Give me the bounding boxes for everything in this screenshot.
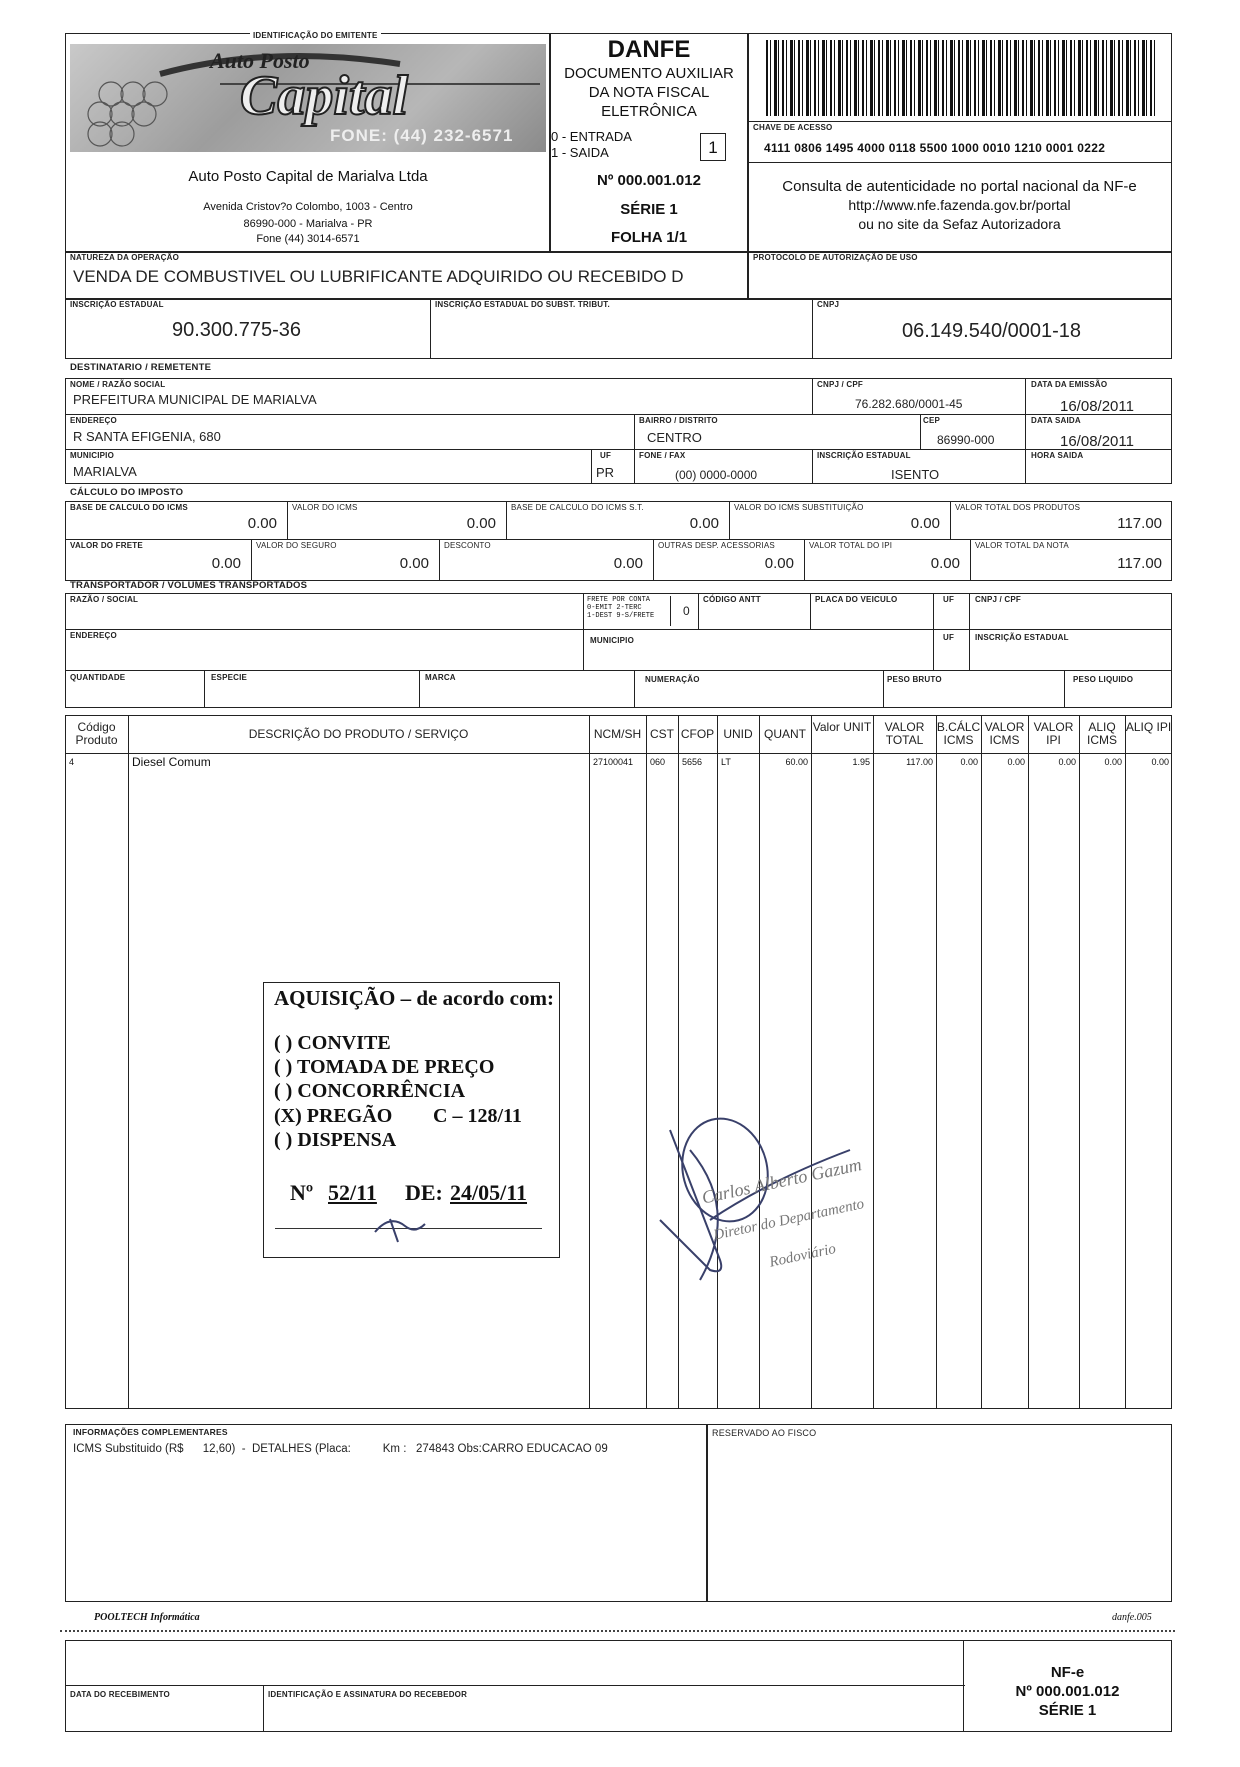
dest-nome-value: PREFEITURA MUNICIPAL DE MARIALVA xyxy=(73,392,317,407)
produtos-col-divider xyxy=(128,715,129,1409)
stamp-no-label: Nº xyxy=(290,1180,314,1205)
transp-placa-label: PLACA DO VEICULO xyxy=(815,595,898,604)
transp-antt-label: CÓDIGO ANTT xyxy=(703,595,761,604)
stamp-opt-pregao-ref: C – 128/11 xyxy=(433,1105,522,1127)
transp-numeracao-label: NUMERAÇÃO xyxy=(645,675,700,684)
stamp-de-label: DE: xyxy=(405,1180,443,1205)
dest-endereco-value: R SANTA EFIGENIA, 680 xyxy=(73,429,221,444)
dest-v-uf xyxy=(591,449,592,484)
company-logo xyxy=(70,44,546,152)
row2-label-2: VALOR DO SEGURO xyxy=(256,541,337,550)
cnpj-emit-value: 06.149.540/0001-18 xyxy=(902,320,1082,342)
reservado-label: RESERVADO AO FISCO xyxy=(712,1428,817,1438)
row1-divider xyxy=(729,501,730,539)
produtos-header-7: QUANT xyxy=(764,727,806,741)
cut-line xyxy=(60,1630,1175,1632)
row2-value-4: 0.00 xyxy=(764,555,794,572)
stamp-title: AQUISIÇÃO – de acordo com: xyxy=(274,986,554,1010)
dest-v-ie xyxy=(812,449,813,484)
dest-cnpj-value: 76.282.680/0001-45 xyxy=(855,397,963,411)
stamp-initial-icon xyxy=(370,1204,430,1244)
dest-v-cep xyxy=(920,414,921,449)
danfe-subtitle-2: DA NOTA FISCAL xyxy=(588,84,710,101)
produtos-col-divider xyxy=(589,715,590,1409)
produto-cell: 0.00 xyxy=(1058,757,1076,767)
produtos-header-8: Valor UNIT xyxy=(812,720,872,734)
transp-frete-line2: 0-EMIT 2-TERC xyxy=(587,604,642,612)
data-recebimento-label: DATA DO RECEBIMENTO xyxy=(70,1690,170,1699)
chave-consulta-3: ou no site da Sefaz Autorizadora xyxy=(858,216,1061,232)
danfe-subtitle-3: ELETRÔNICA xyxy=(601,103,697,120)
logo-phone: FONE: (44) 232-6571 xyxy=(330,126,514,145)
chave-label: CHAVE DE ACESSO xyxy=(753,123,833,132)
chave-divider xyxy=(747,121,1172,122)
transp-v-placa xyxy=(810,593,811,629)
danfe-subtitle-1: DOCUMENTO AUXILIAR xyxy=(564,65,734,82)
produto-cell: 4 xyxy=(69,757,75,767)
produtos-col-divider xyxy=(936,715,937,1409)
dest-row-line-1 xyxy=(65,414,1172,415)
cnpj-emit-label: CNPJ xyxy=(817,300,840,309)
dest-saida-value: 16/08/2011 xyxy=(1060,433,1134,450)
produto-cell: 1.95 xyxy=(852,757,870,767)
danfe-folha: FOLHA 1/1 xyxy=(610,229,688,246)
dest-municipio-label: MUNICIPIO xyxy=(70,451,115,460)
row1-label-4: VALOR DO ICMS SUBSTITUIÇÃO xyxy=(734,503,864,512)
nfe-serie: SÉRIE 1 xyxy=(1038,1702,1097,1719)
produtos-col-divider xyxy=(811,715,812,1409)
reservado-box xyxy=(706,1424,1172,1602)
row2-label-4: OUTRAS DESP. ACESSORIAS xyxy=(658,541,775,550)
ie-value: 90.300.775-36 xyxy=(172,319,302,341)
recebimento-line xyxy=(65,1685,965,1686)
signature-stamp-line3: Rodoviário xyxy=(768,1240,838,1271)
produtos-header-11: VALOR ICMS xyxy=(984,720,1025,747)
produto-descricao: Diesel Comum xyxy=(132,755,211,769)
produtos-header-9: VALOR TOTAL xyxy=(884,720,925,747)
logo-line2: Capital xyxy=(240,65,409,127)
transp-cnpj-label: CNPJ / CPF xyxy=(975,595,1022,604)
dest-row-line-2 xyxy=(65,449,1172,450)
transp-municipio-label: MUNICIPIO xyxy=(590,636,635,645)
produtos-header-5: CFOP xyxy=(680,727,715,741)
row2-divider xyxy=(804,539,805,581)
dest-saida-label: DATA SAIDA xyxy=(1031,416,1081,425)
dest-hora-label: HORA SAIDA xyxy=(1031,451,1084,460)
ie-st-label: INSCRIÇÃO ESTADUAL DO SUBST. TRIBUT. xyxy=(435,300,610,309)
signature-stamp-line2: Diretor do Departamento xyxy=(712,1196,866,1244)
row1-value-3: 0.00 xyxy=(689,515,719,532)
pooltech-label: POOLTECH Informática xyxy=(94,1612,200,1623)
row1-label-5: VALOR TOTAL DOS PRODUTOS xyxy=(955,503,1081,512)
produtos-col-divider xyxy=(981,715,982,1409)
produto-cell: 0.00 xyxy=(960,757,978,767)
transp-line-1 xyxy=(65,629,1172,630)
transp-peso-liquido-label: PESO LIQUIDO xyxy=(1073,675,1134,684)
produto-cell: 117.00 xyxy=(906,757,933,767)
produtos-col-divider xyxy=(1079,715,1080,1409)
dest-municipio-value: MARIALVA xyxy=(73,464,137,479)
transp-v-especie xyxy=(204,670,205,708)
dest-uf-value: PR xyxy=(596,465,615,480)
signature-stamp-line1: Carlos Alberto Gazum xyxy=(700,1154,864,1208)
chave-divider-2 xyxy=(747,162,1172,163)
transp-uf-label: UF xyxy=(943,595,955,604)
dest-nome-label: NOME / RAZÃO SOCIAL xyxy=(70,380,166,389)
produto-cell: 5656 xyxy=(682,757,703,767)
row2-label-3: DESCONTO xyxy=(444,541,491,550)
imposto-section-label: CÁLCULO DO IMPOSTO xyxy=(70,487,184,498)
dest-emissao-value: 16/08/2011 xyxy=(1060,398,1134,415)
produtos-col-divider xyxy=(873,715,874,1409)
transp-endereco-label: ENDEREÇO xyxy=(70,631,117,640)
transp-section-label: TRANSPORTADOR / VOLUMES TRANSPORTADOS xyxy=(70,580,308,591)
logo-line1: Auto Posto xyxy=(210,48,310,73)
chave-value: 4111 0806 1495 4000 0118 5500 1000 0010 1210 0001 0222 xyxy=(764,141,1106,155)
produtos-header-4: CST xyxy=(650,727,674,741)
danfe-entrada: 0 - ENTRADA xyxy=(551,129,632,144)
danfe-title: DANFE xyxy=(607,36,691,63)
transp-uf2-label: UF xyxy=(943,633,955,642)
row1-label-3: BASE DE CALCULO DO ICMS S.T. xyxy=(511,503,644,512)
stamp-opt-dispensa: ( ) DISPENSA xyxy=(274,1129,397,1151)
stamp-de-value: 24/05/11 xyxy=(450,1180,528,1205)
row2-value-2: 0.00 xyxy=(399,555,429,572)
dest-fone-value: (00) 0000-0000 xyxy=(675,468,758,482)
protocolo-label: PROTOCOLO DE AUTORIZAÇÃO DE USO xyxy=(753,253,918,262)
row2-value-3: 0.00 xyxy=(613,555,643,572)
transp-v-uf xyxy=(933,593,934,670)
recebimento-v-1 xyxy=(263,1685,264,1732)
natureza-value: VENDA DE COMBUSTIVEL OU LUBRIFICANTE ADQUIRIDO OU RECEBIDO D xyxy=(73,267,684,286)
dest-v-emissao xyxy=(1025,378,1026,484)
stamp-opt-tomada: ( ) TOMADA DE PREÇO xyxy=(274,1056,495,1078)
row1-value-1: 0.00 xyxy=(247,515,277,532)
row1-value-2: 0.00 xyxy=(466,515,496,532)
transp-frete-line1: FRETE POR CONTA xyxy=(587,596,651,604)
dest-bairro-label: BAIRRO / DISTRITO xyxy=(639,416,718,425)
row2-divider xyxy=(251,539,252,581)
natureza-label: NATUREZA DA OPERAÇÃO xyxy=(70,253,180,262)
danfe-version: danfe.005 xyxy=(1112,1612,1152,1623)
dest-ie-value: ISENTO xyxy=(891,467,940,482)
barcode xyxy=(766,40,1158,116)
danfe-numero: Nº 000.001.012 xyxy=(597,172,701,189)
info-text: ICMS Substituido (R$ 12,60) - DETALHES (Placa: Km : 274843 Obs:CARRO EDUCACAO 09 xyxy=(73,1443,608,1455)
produtos-col-divider xyxy=(678,715,679,1409)
ie-label: INSCRIÇÃO ESTADUAL xyxy=(70,300,164,309)
transp-frete-value: 0 xyxy=(683,604,690,618)
transp-v-antt xyxy=(698,593,699,629)
nfe-numero: Nº 000.001.012 xyxy=(1015,1683,1120,1700)
transp-v-marca xyxy=(419,670,420,708)
transp-v-numeracao xyxy=(634,670,635,708)
produtos-header-1: Código Produto xyxy=(75,720,118,747)
transp-v-frete xyxy=(583,593,584,670)
transp-razao-label: RAZÃO / SOCIAL xyxy=(70,595,139,604)
nfe-label: NF-e xyxy=(1050,1664,1085,1681)
produto-cell: 27100041 xyxy=(593,757,634,767)
transp-line-2 xyxy=(65,670,1172,671)
dest-cep-value: 86990-000 xyxy=(937,433,995,447)
row1-label-1: BASE DE CALCULO DO ICMS xyxy=(70,503,188,512)
emitente-address1: Avenida Cristov?o Colombo, 1003 - Centro xyxy=(203,201,413,213)
stamp-opt-convite: ( ) CONVITE xyxy=(274,1032,391,1054)
imposto-row-line xyxy=(65,539,1172,540)
dest-cnpj-label: CNPJ / CPF xyxy=(817,380,864,389)
chave-consulta-2: http://www.nfe.fazenda.gov.br/portal xyxy=(848,197,1071,213)
danfe-tipo-box: 1 xyxy=(700,133,726,161)
transp-v-bruto xyxy=(883,670,884,708)
produtos-header-14: ALIQ IPI xyxy=(1125,720,1172,734)
row1-value-4: 0.00 xyxy=(910,515,940,532)
produtos-col-divider xyxy=(1028,715,1029,1409)
chave-consulta-1: Consulta de autenticidade no portal nacional da NF-e xyxy=(782,178,1137,195)
info-label: INFORMAÇÕES COMPLEMENTARES xyxy=(73,1427,228,1437)
danfe-serie: SÉRIE 1 xyxy=(620,201,678,218)
dest-v-cnpj xyxy=(812,378,813,414)
dest-bairro-value: CENTRO xyxy=(647,430,702,445)
ie-divider-2 xyxy=(812,298,813,359)
row2-label-5: VALOR TOTAL DO IPI xyxy=(809,541,893,550)
transp-peso-bruto-label: PESO BRUTO xyxy=(887,675,942,684)
produto-cell: 0.00 xyxy=(1104,757,1122,767)
transp-frete-block xyxy=(587,596,654,620)
frete-box-line xyxy=(670,596,671,626)
dest-emissao-label: DATA DA EMISSÃO xyxy=(1031,380,1108,389)
stamp-opt-concorrencia: ( ) CONCORRÊNCIA xyxy=(274,1080,466,1102)
transp-frete-line3: 1-DEST 9-S/FRETE xyxy=(587,612,655,620)
transp-marca-label: MARCA xyxy=(425,673,456,682)
identificacao-label: IDENTIFICAÇÃO E ASSINATURA DO RECEBEDOR xyxy=(268,1690,468,1699)
transp-quantidade-label: QUANTIDADE xyxy=(70,673,126,682)
produtos-header-13: ALIQ ICMS xyxy=(1087,720,1117,747)
dest-ie-label: INSCRIÇÃO ESTADUAL xyxy=(817,451,911,460)
produtos-box xyxy=(65,715,1172,1409)
produtos-col-divider xyxy=(646,715,647,1409)
row2-divider xyxy=(970,539,971,581)
produtos-col-divider xyxy=(717,715,718,1409)
row2-value-5: 0.00 xyxy=(930,555,960,572)
dest-endereco-label: ENDEREÇO xyxy=(70,416,117,425)
transp-v-cnpj xyxy=(969,593,970,670)
row2-value-6: 117.00 xyxy=(1117,555,1162,572)
row1-divider xyxy=(950,501,951,539)
emitente-section-label: IDENTIFICAÇÃO DO EMITENTE xyxy=(250,31,381,40)
row1-divider xyxy=(506,501,507,539)
transp-ie-label: INSCRIÇÃO ESTADUAL xyxy=(975,633,1069,642)
emitente-name: Auto Posto Capital de Marialva Ltda xyxy=(188,168,428,185)
produto-cell: 060 xyxy=(650,757,666,767)
row2-value-1: 0.00 xyxy=(211,555,241,572)
dest-cep-label: CEP xyxy=(923,416,941,425)
transp-especie-label: ESPECIE xyxy=(211,673,248,682)
stamp-opt-pregao: (X) PREGÃO xyxy=(274,1105,393,1127)
dest-uf-label: UF xyxy=(600,451,612,460)
dest-v-fone xyxy=(634,449,635,484)
row1-value-5: 117.00 xyxy=(1117,515,1162,532)
produtos-header-12: VALOR IPI xyxy=(1033,720,1074,747)
emitente-address2: 86990-000 - Marialva - PR xyxy=(243,218,373,230)
row2-divider xyxy=(653,539,654,581)
row2-label-1: VALOR DO FRETE xyxy=(70,541,143,550)
ie-divider-1 xyxy=(430,298,431,359)
dest-fone-label: FONE / FAX xyxy=(639,451,686,460)
transp-v-liquido xyxy=(1064,670,1065,708)
stamp-no-value: 52/11 xyxy=(328,1180,377,1205)
produtos-header-6: UNID xyxy=(723,727,753,741)
danfe-saida: 1 - SAIDA xyxy=(551,145,609,160)
produtos-header-line xyxy=(65,753,1172,754)
produto-cell: 60.00 xyxy=(785,757,808,767)
produtos-col-divider xyxy=(759,715,760,1409)
produto-cell: 0.00 xyxy=(1151,757,1169,767)
row2-label-6: VALOR TOTAL DA NOTA xyxy=(975,541,1069,550)
destinatario-section-label: DESTINATARIO / REMETENTE xyxy=(70,362,212,373)
row2-divider xyxy=(439,539,440,581)
row1-divider xyxy=(287,501,288,539)
dest-v-bairro xyxy=(634,414,635,449)
emitente-phone: Fone (44) 3014-6571 xyxy=(256,233,360,245)
produtos-header-2: DESCRIÇÃO DO PRODUTO / SERVIÇO xyxy=(248,727,469,741)
produto-cell: LT xyxy=(721,757,731,767)
produto-cell: 0.00 xyxy=(1007,757,1025,767)
produtos-col-divider xyxy=(1125,715,1126,1409)
row1-label-2: VALOR DO ICMS xyxy=(292,503,358,512)
produtos-header-3: NCM/SH xyxy=(593,727,642,741)
produtos-header-10: B.CÁLC ICMS xyxy=(936,720,981,747)
